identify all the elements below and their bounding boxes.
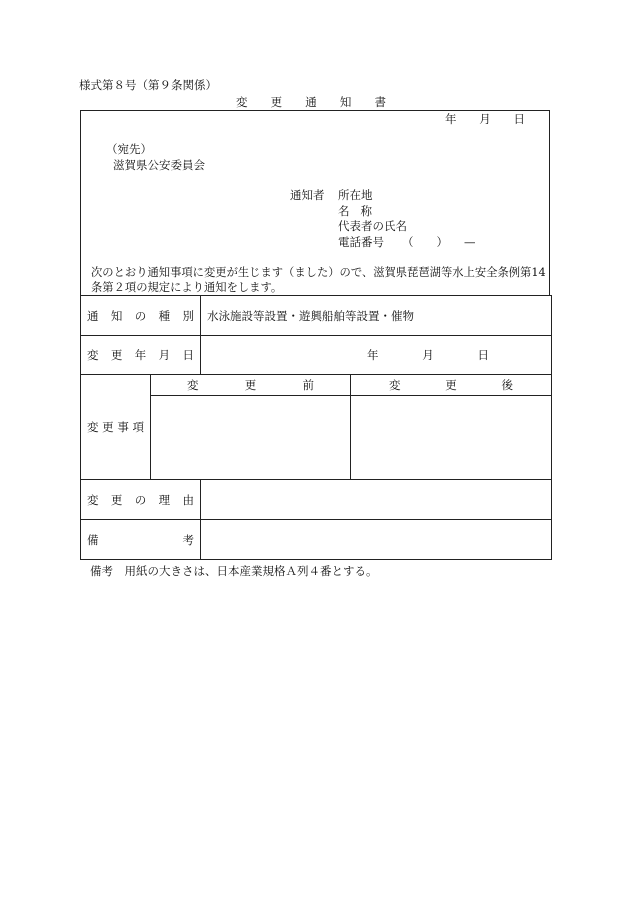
title-char: 通 [305, 95, 317, 109]
change-reason-label-cell [81, 480, 201, 520]
label-char: 更 [445, 378, 457, 392]
change-date-label-cell [81, 336, 201, 375]
label-char: 変 [87, 492, 99, 507]
month-label: 月 [479, 112, 491, 126]
label-char: 事 [117, 420, 129, 434]
date-line [445, 114, 525, 126]
change-reason-value-cell[interactable] [201, 480, 552, 520]
label-char: 前 [302, 378, 314, 392]
phone-area-code: （ ） [402, 235, 448, 249]
label-char: 変 [87, 420, 99, 434]
day-label: 日 [513, 112, 525, 126]
change-date-label [87, 347, 194, 363]
before-label [157, 377, 344, 393]
addressee-label: （宛先） [106, 142, 152, 156]
month-label: 月 [422, 348, 434, 362]
notice-type-label-cell [81, 296, 201, 336]
year-label: 年 [367, 348, 379, 362]
notifier-name-label [338, 206, 372, 218]
change-date-value-cell[interactable] [201, 336, 552, 375]
before-header [151, 375, 351, 396]
notifier-label: 通知者 [290, 188, 325, 202]
label-char: 変 [187, 378, 199, 392]
label-char: 備 [87, 532, 99, 547]
representative-label: 代表者の氏名 [338, 219, 407, 233]
addressee-name: 滋賀県公安委員会 [113, 158, 205, 172]
label-char: 通 [87, 308, 99, 323]
label-char: 知 [110, 308, 123, 323]
change-date-value [207, 347, 545, 363]
label-char: 考 [182, 532, 194, 547]
label-char: 後 [501, 378, 513, 392]
label-char: 月 [158, 348, 171, 362]
title-char: 知 [339, 95, 352, 109]
year-label: 年 [445, 112, 457, 126]
label-char: 日 [182, 348, 194, 362]
label-char: 理 [158, 492, 171, 507]
remarks-label [87, 532, 194, 548]
title-char: 変 [236, 95, 248, 109]
notifier-address-label: 所在地 [338, 188, 373, 202]
label-char: 更 [110, 492, 123, 507]
before-value-cell[interactable] [151, 396, 351, 480]
footnote: 備考 用紙の大きさは、日本産業規格Ａ列４番とする。 [90, 564, 378, 578]
label-char: 更 [102, 420, 114, 434]
label-char: 変 [87, 348, 99, 362]
label-char: 項 [132, 420, 144, 434]
label-char: 変 [389, 378, 401, 392]
change-items-label-cell [81, 375, 151, 480]
name-char: 名 [338, 204, 350, 218]
form-number: 様式第８号（第９条関係） [79, 78, 217, 92]
label-char: 由 [182, 492, 194, 507]
label-char: の [134, 492, 147, 507]
change-reason-label [87, 492, 194, 508]
after-value-cell[interactable] [351, 396, 552, 480]
phone-dash: — [464, 235, 476, 249]
label-char: 種 [158, 308, 171, 323]
body-text: 次のとおり通知事項に変更が生じます（ました）ので、滋賀県琵琶湖等水上安全条例第14条第２項の規定により通知をします。 [91, 266, 546, 295]
remarks-label-cell [81, 520, 201, 560]
after-label [357, 377, 545, 393]
day-label: 日 [477, 348, 489, 362]
label-char: の [134, 308, 147, 323]
notice-form-table [80, 295, 552, 560]
phone-label: 電話番号 [338, 235, 384, 249]
remarks-value-cell[interactable] [201, 520, 552, 560]
label-char: 更 [244, 378, 257, 392]
title-char: 書 [374, 95, 386, 109]
name-char: 称 [360, 204, 372, 218]
notice-type-label [87, 308, 194, 324]
label-char: 更 [110, 348, 123, 362]
after-header [351, 375, 552, 396]
document-title [236, 97, 386, 109]
title-char: 更 [270, 95, 283, 109]
notice-type-value: 水泳施設等設置・遊興船舶等設置・催物 [201, 296, 552, 336]
label-char: 年 [134, 348, 147, 362]
change-items-label [87, 419, 144, 435]
label-char: 別 [182, 308, 194, 323]
